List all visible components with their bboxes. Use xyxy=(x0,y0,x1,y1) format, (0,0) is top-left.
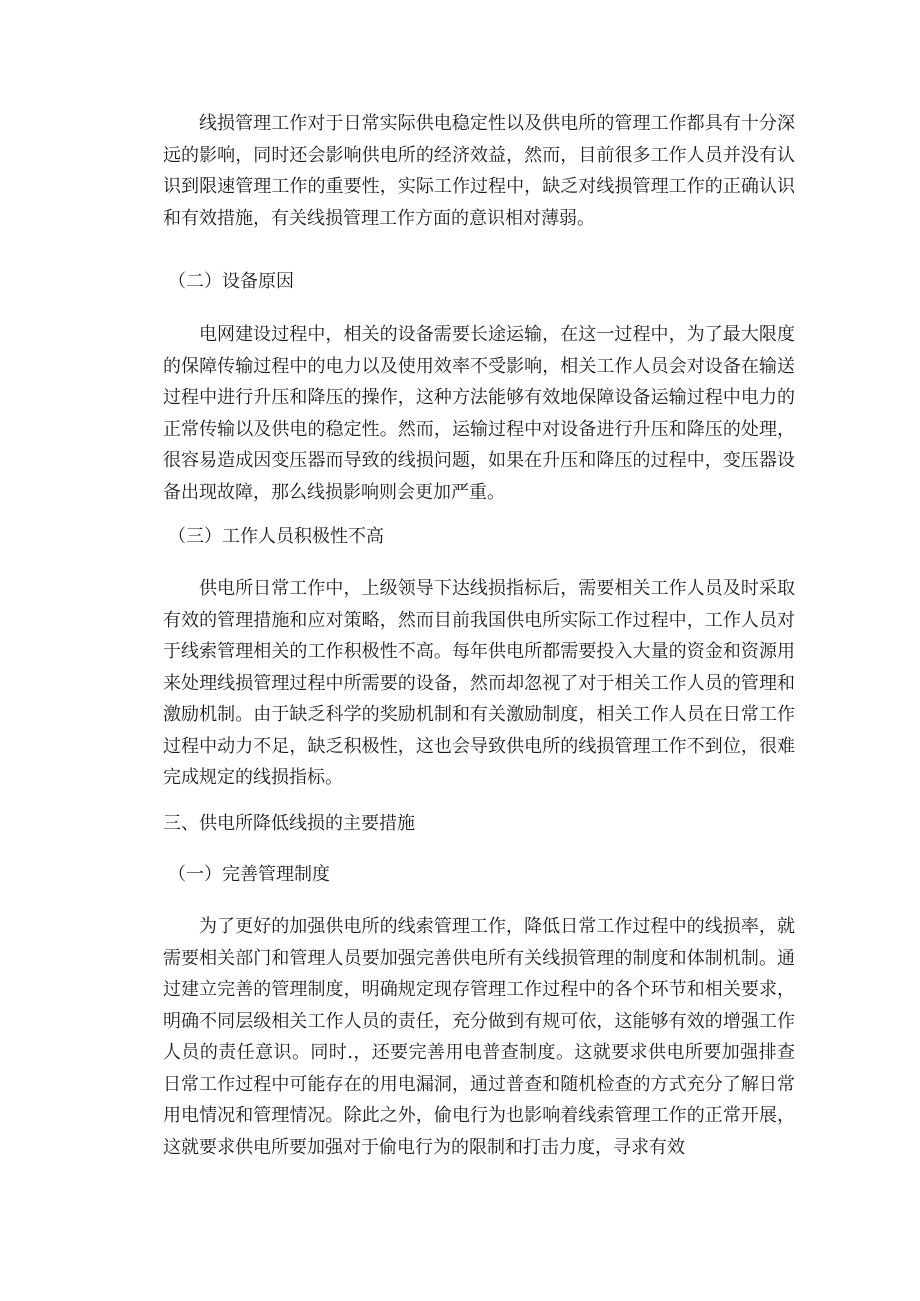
heading-equipment-reasons: （二）设备原因 xyxy=(168,271,294,292)
heading-improve-management: （一）完善管理制度 xyxy=(168,864,330,885)
paragraph-staff-motivation: 供电所日常工作中，上级领导下达线损指标后，需要相关工作人员及时采取有效的管理措施和应对策略，然而目前我国供电所实际工作过程中，工作人员对于线索管理相关的工作积极性不高。每年供电所都需要投入大量的资金和资源用来处理线损管理过程中所需要的设备，然而却忽视了对于相关工作人员的管理和激励机制。由于缺乏科学的奖励机制和有关激励制度，相关工作人员在日常工作过程中动力不足，缺乏积极性，这也会导致供电所的线损管理工作不到位，很难完成规定的线损指标。 xyxy=(163,578,795,788)
paragraph-equipment-transport: 电网建设过程中，相关的设备需要长途运输，在这一过程中，为了最大限度的保障传输过程中的电力以及使用效率不受影响，相关工作人员会对设备在输送过程中进行升压和降压的操作，这种方法能够有效地保障设备运输过程中电力的正常传输以及供电的稳定性。然而，运输过程中对设备进行升压和降压的处理，很容易造成因变压器而导致的线损问题，如果在升压和降压的过程中，变压器设备出现故障，那么线损影响则会更加严重。 xyxy=(163,324,795,503)
paragraph-management-system: 为了更好的加强供电所的线索管理工作，降低日常工作过程中的线损率，就需要相关部门和管理人员要加强完善供电所有关线损管理的制度和体制机制。通过建立完善的管理制度，明确规定现存管理工作过程中的各个环节和相关要求，明确不同层级相关工作人员的责任，充分做到有规可依，这能够有效的增强工作人员的责任意识。同时.，还要完善用电普查制度。这就要求供电所要加强排查日常工作过程中可能存在的用电漏洞，通过普查和随机检查的方式充分了解日常用电情况和管理情况。除此之外，偷电行为也影响着线索管理工作的正常开展，这就要求供电所要加强对于偷电行为的限制和打击力度，寻求有效 xyxy=(163,916,795,1158)
paragraph-line-loss-awareness: 线损管理工作对于日常实际供电稳定性以及供电所的管理工作都具有十分深远的影响，同时还会影响供电所的经济效益，然而，目前很多工作人员并没有认识到限速管理工作的重要性，实际工作过程中，缺乏对线损管理工作的正确认识和有效措施，有关线损管理工作方面的意识相对薄弱。 xyxy=(163,113,795,229)
heading-staff-motivation: （三）工作人员积极性不高 xyxy=(168,526,384,547)
section-title-main-measures: 三、供电所降低线损的主要措施 xyxy=(163,813,415,834)
